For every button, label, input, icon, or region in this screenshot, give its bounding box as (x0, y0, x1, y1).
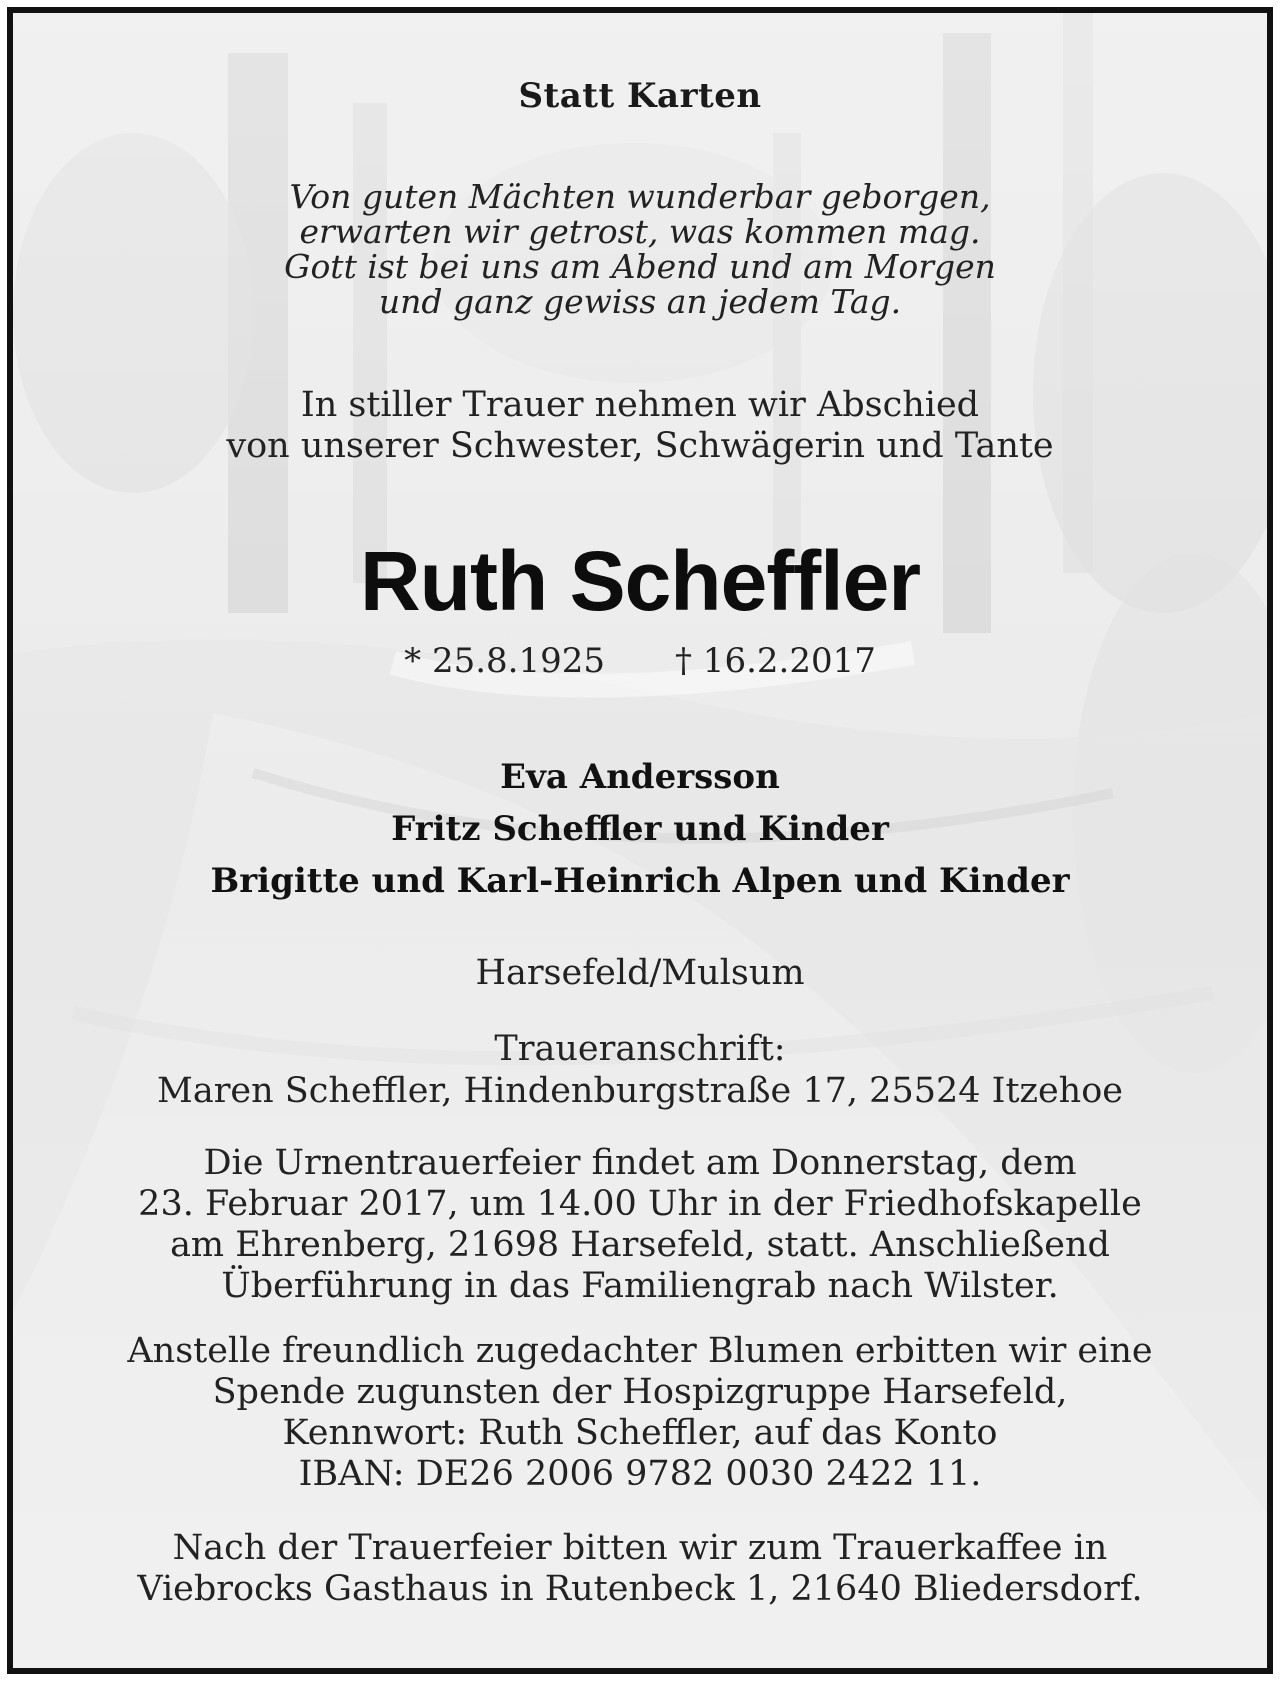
mourning-address (13, 1028, 1267, 1112)
place-name: Harsefeld/Mulsum (475, 953, 805, 993)
address-label: Traueranschrift: (494, 1029, 786, 1069)
donation-line: Anstelle freundlich zugedachter Blumen erbitten wir eine (127, 1331, 1153, 1371)
obituary-notice (7, 7, 1273, 1674)
deceased-name: Ruth Scheffler (359, 534, 921, 628)
coffee-line: Nach der Trauerfeier bitten wir zum Trauerkaffee in (172, 1528, 1108, 1568)
poem-line: erwarten wir getrost, was kommen mag. (299, 212, 981, 251)
ceremony-info (13, 1143, 1267, 1307)
notice-content (13, 13, 1267, 1668)
ceremony-line: Überführung in das Familiengrab nach Wilster. (221, 1266, 1059, 1306)
donation-info (13, 1331, 1267, 1495)
mourners-list (13, 751, 1267, 907)
death-date: † 16.2.2017 (675, 641, 876, 681)
poem-line: Von guten Mächten wunderbar geborgen, (289, 177, 991, 216)
coffee-info (13, 1528, 1267, 1610)
ceremony-line: am Ehrenberg, 21698 Harsefeld, statt. Anschließend (170, 1225, 1110, 1265)
intro-text (13, 385, 1267, 467)
mourner-line: Fritz Scheffler und Kinder (391, 809, 889, 849)
life-dates (13, 641, 1267, 681)
intro-line: von unserer Schwester, Schwägerin und Tante (226, 426, 1054, 466)
address-text: Maren Scheffler, Hindenburgstraße 17, 25524 Itzehoe (156, 1071, 1124, 1111)
statt-karten-heading: Statt Karten (518, 76, 762, 116)
donation-line: Spende zugunsten der Hospizgruppe Harsefeld, (212, 1372, 1068, 1412)
poem-line: Gott ist bei uns am Abend und am Morgen (284, 247, 996, 286)
poem (13, 179, 1267, 319)
poem-line: und ganz gewiss an jedem Tag. (378, 282, 902, 321)
donation-line: IBAN: DE26 2006 9782 0030 2422 11. (298, 1454, 982, 1494)
donation-line: Kennwort: Ruth Scheffler, auf das Konto (282, 1413, 998, 1453)
mourner-line: Eva Andersson (500, 757, 780, 797)
birth-date: * 25.8.1925 (404, 641, 605, 681)
coffee-line: Viebrocks Gasthaus in Rutenbeck 1, 21640 Bliedersdorf. (137, 1569, 1143, 1609)
ceremony-line: Die Urnentrauerfeier findet am Donnerstag, dem (203, 1143, 1077, 1183)
ceremony-line: 23. Februar 2017, um 14.00 Uhr in der Friedhofskapelle (138, 1184, 1142, 1224)
mourner-line: Brigitte und Karl-Heinrich Alpen und Kinder (210, 861, 1070, 901)
intro-line: In stiller Trauer nehmen wir Abschied (300, 385, 980, 425)
